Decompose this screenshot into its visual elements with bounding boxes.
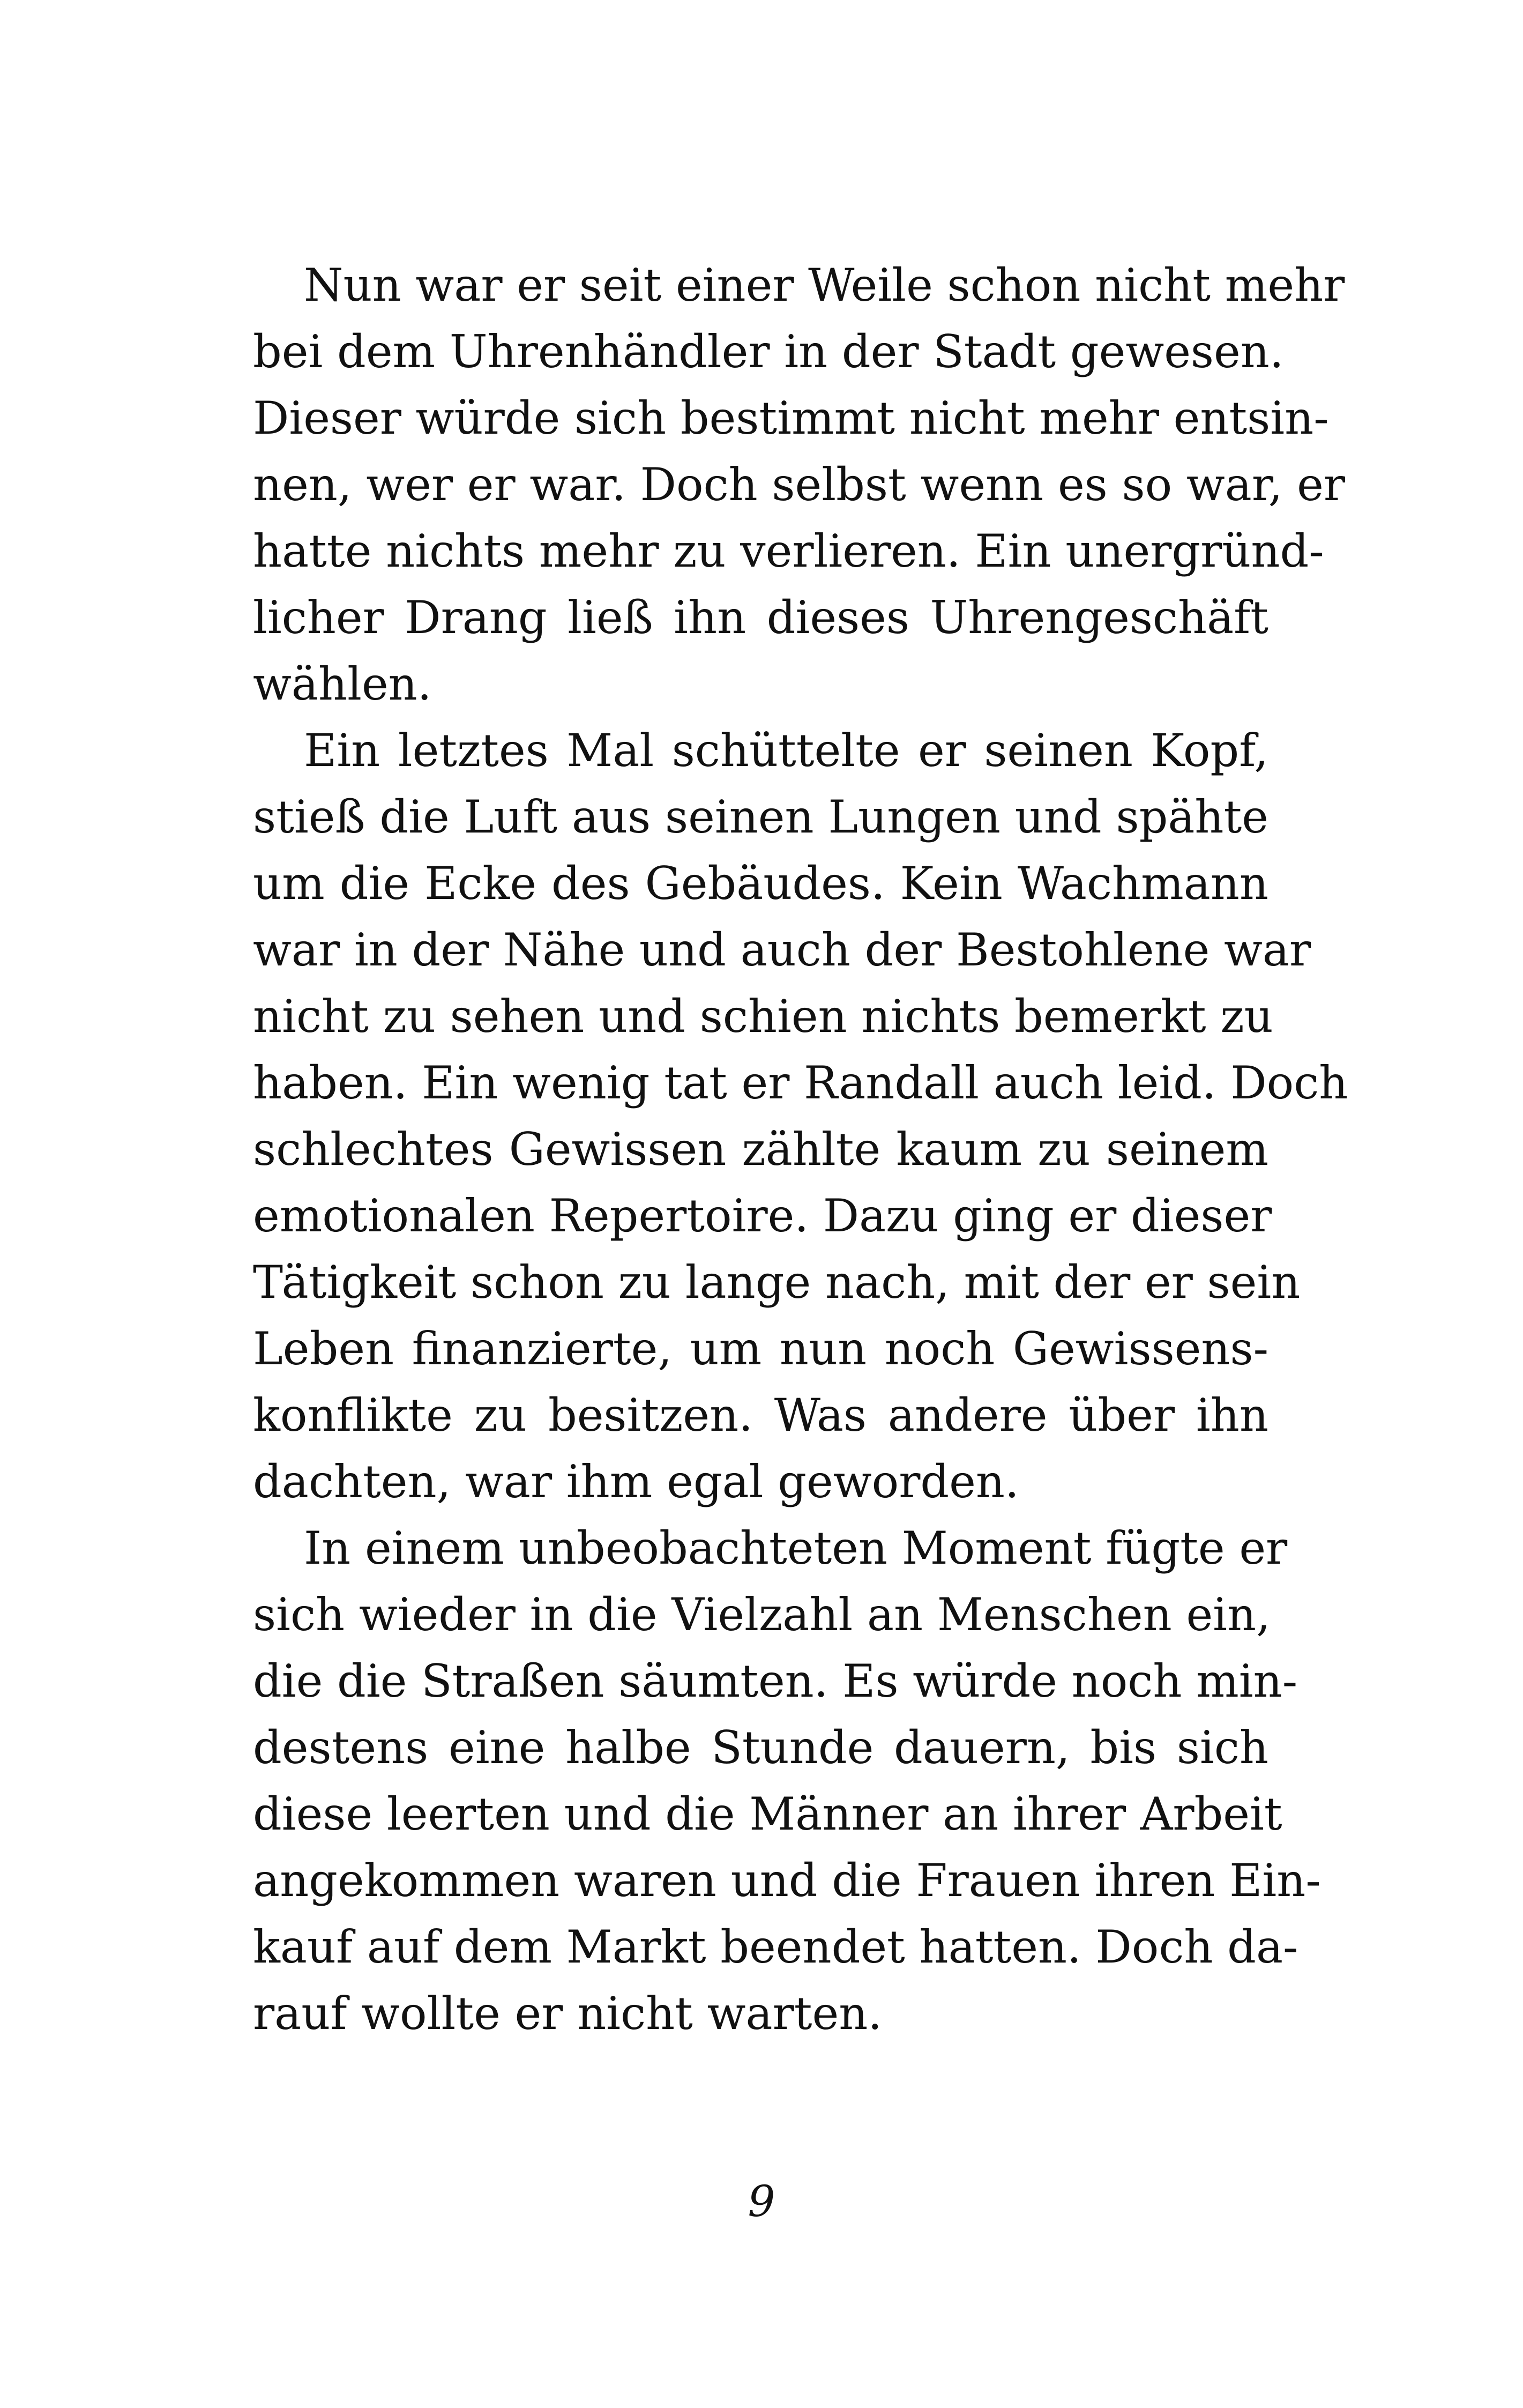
text-line: schlechtes Gewissen zählte kaum zu seinem <box>253 1123 1268 1176</box>
text-line: licher Drang ließ ihn dieses Uhrengeschäft <box>253 591 1268 644</box>
text-line: hatte nichts mehr zu verlieren. Ein unergründ- <box>253 525 1324 577</box>
text-line: Leben finanzierte, um nun noch Gewissens- <box>253 1322 1268 1375</box>
text-line: angekommen waren und die Frauen ihren Ein- <box>253 1854 1321 1907</box>
paragraph-3 <box>253 1515 1321 2047</box>
text-line: konflikte zu besitzen. Was andere über ihn <box>253 1389 1268 1441</box>
text-line: bei dem Uhrenhändler in der Stadt gewesen. <box>253 325 1284 378</box>
body-text <box>253 252 1348 2047</box>
text-line: sich wieder in die Vielzahl an Menschen ein, <box>253 1588 1271 1641</box>
text-line: dachten, war ihm egal geworden. <box>253 1455 1019 1508</box>
text-line: war in der Nähe und auch der Bestohlene war <box>253 924 1311 976</box>
text-line: diese leerten und die Männer an ihrer Arbeit <box>253 1788 1282 1840</box>
text-line: nen, wer er war. Doch selbst wenn es so war, er <box>253 458 1346 511</box>
text-line: kauf auf dem Markt beendet hatten. Doch da- <box>253 1921 1298 1973</box>
text-line: die die Straßen säumten. Es würde noch min- <box>253 1655 1298 1707</box>
text-line: Dieser würde sich bestimmt nicht mehr entsin- <box>253 392 1329 444</box>
text-line: nicht zu sehen und schien nichts bemerkt zu <box>253 990 1273 1043</box>
paragraph-2 <box>253 717 1348 1515</box>
text-line: destens eine halbe Stunde dauern, bis sich <box>253 1721 1268 1774</box>
text-line: haben. Ein wenig tat er Randall auch leid. Doch <box>253 1057 1348 1109</box>
text-line: stieß die Luft aus seinen Lungen und spähte <box>253 791 1268 843</box>
page-number: 9 <box>748 2176 775 2226</box>
text-line: Ein letztes Mal schüttelte er seinen Kopf, <box>304 724 1268 777</box>
text-line: emotionalen Repertoire. Dazu ging er dieser <box>253 1190 1272 1242</box>
text-line: rauf wollte er nicht warten. <box>253 1987 883 2040</box>
paragraph-1 <box>253 252 1346 717</box>
text-line: In einem unbeobachteten Moment fügte er <box>304 1522 1288 1574</box>
text-line: Tätigkeit schon zu lange nach, mit der er sein <box>253 1256 1301 1309</box>
text-line: um die Ecke des Gebäudes. Kein Wachmann <box>253 857 1268 910</box>
text-line: Nun war er seit einer Weile schon nicht mehr <box>304 259 1345 311</box>
text-line: wählen. <box>253 658 432 710</box>
